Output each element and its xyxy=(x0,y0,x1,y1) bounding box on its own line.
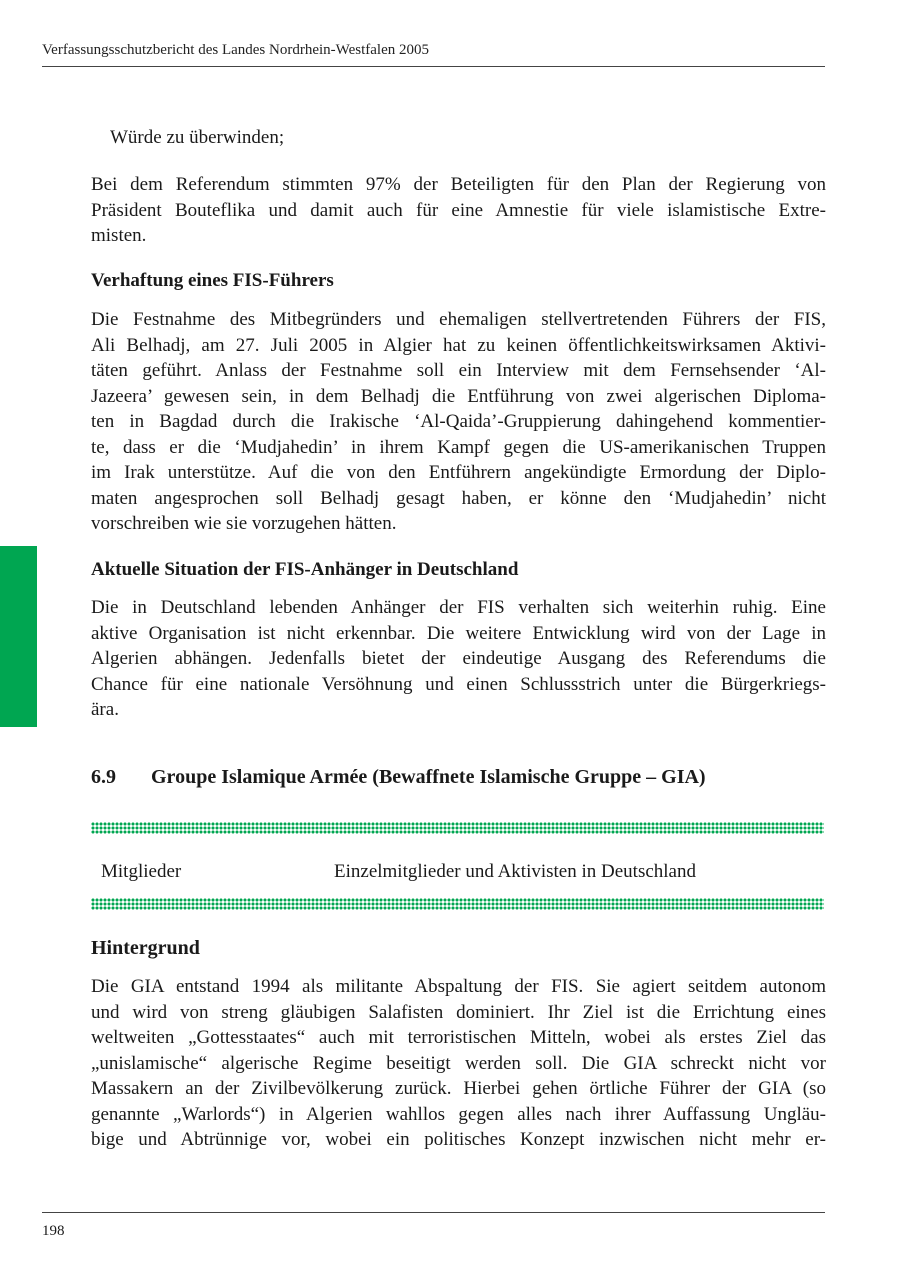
arrest-paragraph xyxy=(91,307,826,537)
running-head: Verfassungsschutzbericht des Landes Nordrhein-Westfalen 2005 xyxy=(42,42,430,58)
text-line: bige und Abtrünnige vor, wobei ein politisches Konzept inzwischen nicht mehr er- xyxy=(91,1129,826,1150)
text-line: Massakern an der Zivilbevölkerung zurück. Hierbei gehen örtliche Führer der GIA (so xyxy=(91,1078,826,1099)
heading-arrest: Verhaftung eines FIS-Führers xyxy=(91,270,334,291)
text-line: Jazeera’ gewesen sein, in dem Belhadj die Entführung von zwei algerischen Diploma- xyxy=(91,385,826,407)
intro-line xyxy=(110,125,284,151)
info-box-label: Mitglieder xyxy=(101,861,182,882)
text-line: Die Festnahme des Mitbegründers und ehemaligen stellvertretenden Führers der FIS, xyxy=(91,309,826,330)
text-line: im Irak unterstütze. Auf die von den Entführern angekündigte Ermordung der Diplo- xyxy=(91,462,826,483)
text-line: Würde zu überwinden; xyxy=(110,127,285,148)
page-number: 198 xyxy=(42,1223,65,1239)
text-line: Chance für eine nationale Versöhnung und einen Schlussstrich unter die Bürgerkriegs- xyxy=(91,673,826,695)
gia-paragraph xyxy=(91,974,826,1153)
text-line: te, dass er die ‘Mudjahedin’ in ihrem Kampf gegen die US-amerikanischen Truppen xyxy=(91,436,826,458)
text-line: Präsident Bouteflika und damit auch für eine Amnestie für viele islamistische Extre- xyxy=(91,199,826,221)
info-box-value: Einzelmitglieder und Aktivisten in Deutschland xyxy=(334,861,696,882)
text-line: „unislamische“ algerische Regime beseitigt werden soll. Die GIA schreckt nicht vor xyxy=(91,1052,826,1074)
text-line: weltweiten „Gottesstaates“ auch mit terroristischen Mitteln, wobei als erstes Ziel das xyxy=(91,1027,826,1048)
info-box-bottom-dots xyxy=(91,898,824,910)
text-line: Ali Belhadj, am 27. Juli 2005 in Algier hat zu keinen öffentlichkeitswirksamen Aktivi- xyxy=(91,334,826,356)
text-line: Die in Deutschland lebenden Anhänger der FIS verhalten sich weiterhin ruhig. Eine xyxy=(91,597,826,618)
header-rule xyxy=(42,66,825,67)
text-line: vorschreiben wie sie vorzugehen hätten. xyxy=(91,513,397,534)
footer-rule xyxy=(42,1212,825,1213)
text-line: misten. xyxy=(91,225,147,246)
heading-situation: Aktuelle Situation der FIS-Anhänger in Deutschland xyxy=(91,559,519,580)
referendum-paragraph xyxy=(91,172,826,249)
section-title-gia xyxy=(91,764,706,790)
text-line: Die GIA entstand 1994 als militante Abspaltung der FIS. Sie agiert seitdem autonom xyxy=(91,976,826,997)
text-line: Algerien abhängen. Jedenfalls bietet der eindeutige Ausgang des Referendums die xyxy=(91,648,826,669)
section-number: 6.9 xyxy=(91,766,116,788)
info-box-top-dots xyxy=(91,822,824,834)
section-title-text: Groupe Islamique Armée (Bewaffnete Islamische Gruppe – GIA) xyxy=(151,766,706,788)
text-line: ära. xyxy=(91,699,119,720)
text-line: Bei dem Referendum stimmten 97% der Beteiligten für den Plan der Regierung von xyxy=(91,174,826,195)
chapter-marker-tab xyxy=(0,546,37,727)
heading-background: Hintergrund xyxy=(91,937,200,959)
text-line: täten geführt. Anlass der Festnahme soll ein Interview mit dem Fernsehsender ‘Al- xyxy=(91,360,826,381)
text-line: und wird von streng gläubigen Salafisten dominiert. Ihr Ziel ist die Errichtung eines xyxy=(91,1001,826,1023)
situation-paragraph xyxy=(91,595,826,723)
text-line: ten in Bagdad durch die Irakische ‘Al-Qaida’-Gruppierung dahingehend kommentier- xyxy=(91,411,826,432)
text-line: aktive Organisation ist nicht erkennbar. Die weitere Entwicklung wird von der Lage in xyxy=(91,622,826,644)
text-line: maten angesprochen soll Belhadj gesagt haben, er könne den ‘Mudjahedin’ nicht xyxy=(91,487,826,509)
text-line: genannte „Warlords“) in Algerien wahllos gegen alles nach ihrer Auffassung Ungläu- xyxy=(91,1103,826,1125)
